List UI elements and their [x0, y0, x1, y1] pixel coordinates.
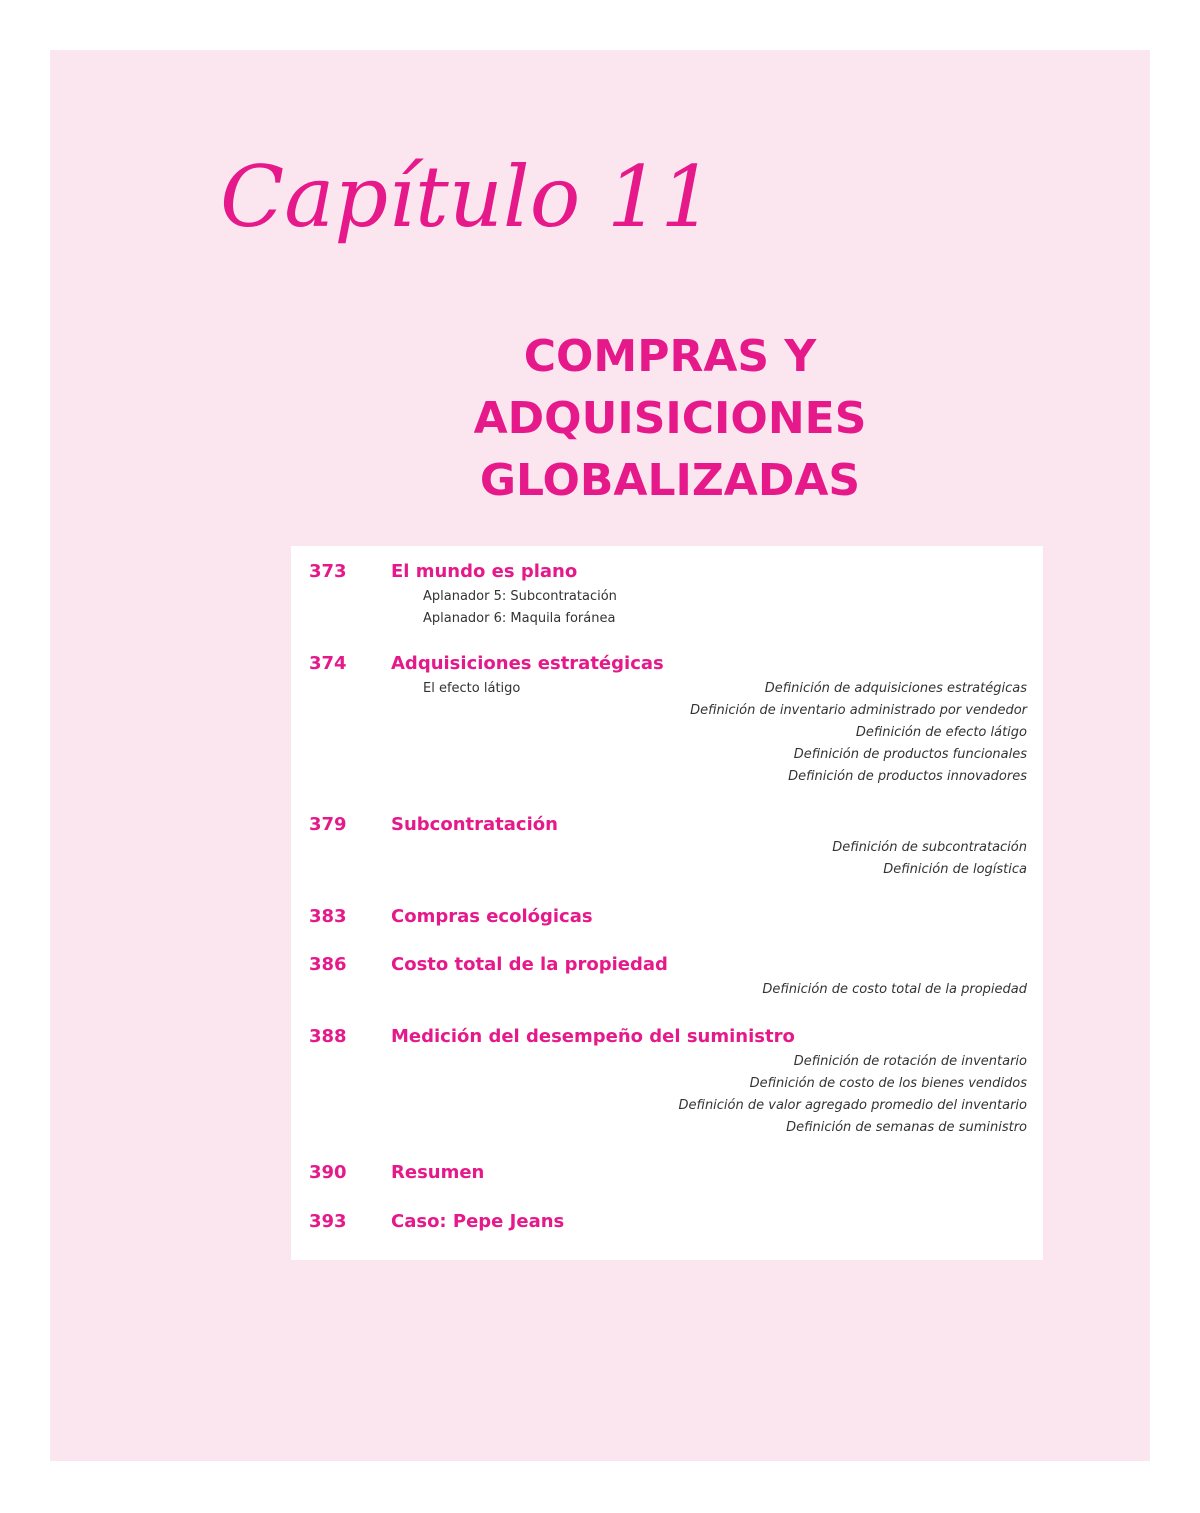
- toc-definition: Definición de costo total de la propiedad: [762, 982, 1027, 997]
- toc-subtopic: El efecto látigo: [423, 681, 521, 696]
- toc-definition: Definición de costo de los bienes vendidos: [749, 1076, 1027, 1091]
- toc-page-number: 386: [309, 954, 347, 975]
- toc-definition: Definición de productos funcionales: [793, 747, 1027, 762]
- chapter-subtitle-line: ADQUISICIONES: [473, 393, 867, 444]
- toc-page-number: 373: [309, 561, 347, 582]
- toc-page-number: 390: [309, 1162, 347, 1183]
- table-of-contents: [291, 546, 1043, 1260]
- toc-page-number: 383: [309, 906, 347, 927]
- toc-definition: Definición de efecto látigo: [855, 725, 1027, 740]
- toc-subtopic: Aplanador 5: Subcontratación: [423, 589, 617, 604]
- toc-page-number: 374: [309, 653, 347, 674]
- toc-heading[interactable]: Medición del desempeño del suministro: [391, 1026, 795, 1047]
- toc-definition: Definición de subcontratación: [832, 840, 1027, 855]
- toc-heading[interactable]: El mundo es plano: [391, 561, 578, 582]
- chapter-subtitle: [420, 326, 920, 512]
- toc-heading[interactable]: Compras ecológicas: [391, 906, 593, 927]
- chapter-subtitle-line: COMPRAS Y: [523, 331, 817, 382]
- toc-definition: Definición de logística: [883, 862, 1027, 877]
- toc-subtopic: Aplanador 6: Maquila foránea: [423, 611, 616, 626]
- chapter-title: Capítulo 11: [220, 148, 714, 246]
- toc-page-number: 393: [309, 1211, 347, 1232]
- toc-heading[interactable]: Costo total de la propiedad: [391, 954, 668, 975]
- toc-definition: Definición de inventario administrado por vendedor: [690, 703, 1027, 718]
- toc-definition: Definición de productos innovadores: [788, 769, 1027, 784]
- toc-heading[interactable]: Caso: Pepe Jeans: [391, 1211, 565, 1232]
- toc-page-number: 379: [309, 814, 347, 835]
- toc-heading[interactable]: Adquisiciones estratégicas: [391, 653, 664, 674]
- toc-heading[interactable]: Resumen: [391, 1162, 485, 1183]
- toc-definition: Definición de valor agregado promedio del inventario: [678, 1098, 1027, 1113]
- chapter-page: [50, 50, 1150, 1461]
- toc-page-number: 388: [309, 1026, 347, 1047]
- toc-definition: Definición de adquisiciones estratégicas: [764, 681, 1027, 696]
- toc-heading[interactable]: Subcontratación: [391, 814, 558, 835]
- toc-definition: Definición de semanas de suministro: [786, 1120, 1027, 1135]
- chapter-subtitle-line: GLOBALIZADAS: [479, 455, 861, 506]
- toc-definition: Definición de rotación de inventario: [793, 1054, 1027, 1069]
